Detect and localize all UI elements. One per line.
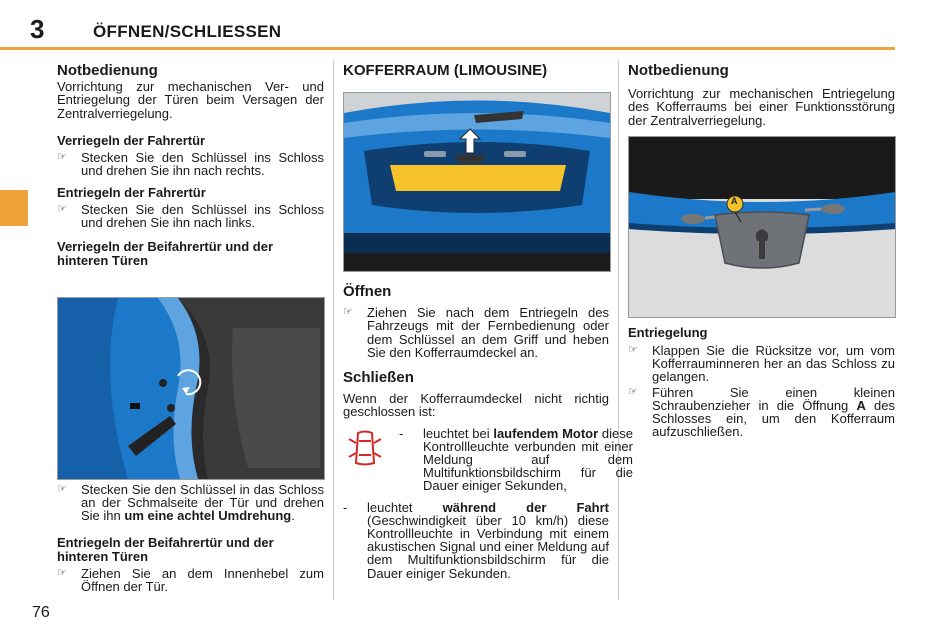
- hand-pointer-icon: ☞: [628, 344, 638, 356]
- open-doors-warning-icon: [347, 429, 383, 469]
- warning-item: [399, 427, 633, 493]
- instruction-item: [57, 203, 324, 229]
- column-middle-top: [343, 64, 609, 77]
- warning-text: leuchtet bei: [423, 425, 494, 441]
- section-heading: Notbedienung: [628, 62, 729, 79]
- column-middle: [343, 283, 633, 581]
- column-left-lower: [57, 483, 324, 593]
- subheading-unlocking: Entriegelung: [628, 325, 708, 340]
- boot-lock-illustration: [628, 136, 896, 318]
- emphasis-text: um eine achtel Umdrehung: [124, 508, 292, 524]
- column-right: [628, 326, 895, 438]
- instruction-item: [343, 306, 609, 359]
- subheading-unlock-passenger-doors: Entriegeln der Beifahrertür und der hinteren Türen: [57, 534, 274, 564]
- emphasis-text: während der Fahrt: [442, 499, 609, 515]
- instruction-text: Klappen Sie die Rücksitze vor, um vom Kofferrauminneren her an das Schloss zu gelangen.: [652, 343, 895, 385]
- instruction-text: Ziehen Sie nach dem Entriegeln des Fahrzeugs mit der Fernbedienung oder dem Schlüssel an dem Griff und heben Sie den Kofferraumdeckel an.: [367, 305, 609, 360]
- hand-pointer-icon: ☞: [57, 203, 67, 216]
- chapter-number: 3: [30, 14, 45, 44]
- hand-pointer-icon: ☞: [628, 385, 638, 398]
- column-left: [57, 64, 324, 268]
- column-right-top: [628, 64, 895, 127]
- section-heading: Notbedienung: [57, 62, 158, 79]
- instruction-item: [628, 344, 895, 384]
- close-intro: Wenn der Kofferraumdeckel nicht richtig geschlossen ist:: [343, 391, 609, 420]
- hand-pointer-icon: ☞: [343, 306, 353, 319]
- page-number: 76: [32, 604, 50, 621]
- chapter-tab-marker: [0, 190, 28, 226]
- instruction-text: Stecken Sie den Schlüssel in das Schloss an der Schmalseite der Tür und drehen Sie ihn: [81, 482, 324, 524]
- intro-text: Vorrichtung zur mechanischen Entriegelung des Kofferraums bei einer Funktionsstörung der Zentralverriegelung.: [628, 86, 895, 128]
- warning-text: leuchtet: [367, 499, 443, 515]
- chapter-title: ÖFFNEN/SCHLIESSEN: [93, 22, 282, 41]
- hand-pointer-icon: ☞: [57, 150, 67, 163]
- header-rule: [0, 47, 895, 50]
- boot-handle-illustration: [343, 92, 611, 272]
- warning-text: (Geschwindigkeit über 10 km/h) diese Kontrollleuchte in Verbindung mit einem akustischen Signal und einer Meldung auf dem Multifunktionsbildschirm für die Dauer einiger Sekunden.: [367, 512, 609, 581]
- subheading-lock-passenger-doors: Verriegeln der Beifahrertür und der hinteren Türen: [57, 238, 274, 268]
- column-separator: [333, 60, 334, 600]
- dash-marker: -: [399, 425, 404, 441]
- instruction-item: [628, 386, 895, 439]
- warning-item: [343, 501, 609, 580]
- subsection-open: Öffnen: [343, 283, 392, 300]
- figure-label-a: A: [731, 196, 738, 206]
- instruction-item: [57, 151, 324, 177]
- warning-row: [343, 425, 633, 494]
- instruction-text: Stecken Sie den Schlüssel ins Schloss und drehen Sie ihn nach rechts.: [81, 149, 324, 179]
- instruction-text: Stecken Sie den Schlüssel ins Schloss und drehen Sie ihn nach links.: [81, 202, 324, 231]
- instruction-item: [57, 483, 324, 523]
- emphasis-text: A: [856, 397, 866, 413]
- instruction-text: Führen Sie einen kleinen Schraubenzieher in die Öffnung: [652, 384, 895, 413]
- warning-text: diese Kontrollleuchte verbunden mit einer Meldung auf dem Multifunktionsbildschirm für die Dauer einiger Sekunden,: [423, 425, 633, 494]
- instruction-item: [57, 567, 324, 593]
- subheading-unlock-driver-door: Entriegeln der Fahrertür: [57, 185, 206, 201]
- column-separator: [618, 60, 619, 600]
- intro-text: Vorrichtung zur mechanischen Ver- und Entriegelung der Türen beim Versagen der Zentralverriegelung.: [57, 79, 324, 121]
- subheading-lock-driver-door: Verriegeln der Fahrertür: [57, 132, 206, 148]
- instruction-text: des Schlosses ein, um den Kofferraum aufzuschließen.: [652, 397, 895, 440]
- section-heading: KOFFERRAUM (LIMOUSINE): [343, 62, 548, 79]
- door-lock-illustration: [57, 297, 325, 480]
- instruction-text: Ziehen Sie an dem Innenhebel zum Öffnen der Tür.: [81, 565, 324, 594]
- emphasis-text: laufendem Motor: [493, 425, 599, 441]
- hand-pointer-icon: ☞: [57, 566, 67, 579]
- subsection-close: Schließen: [343, 369, 414, 387]
- dash-marker: -: [343, 499, 348, 515]
- hand-pointer-icon: ☞: [57, 483, 67, 495]
- instruction-text-end: .: [291, 508, 295, 524]
